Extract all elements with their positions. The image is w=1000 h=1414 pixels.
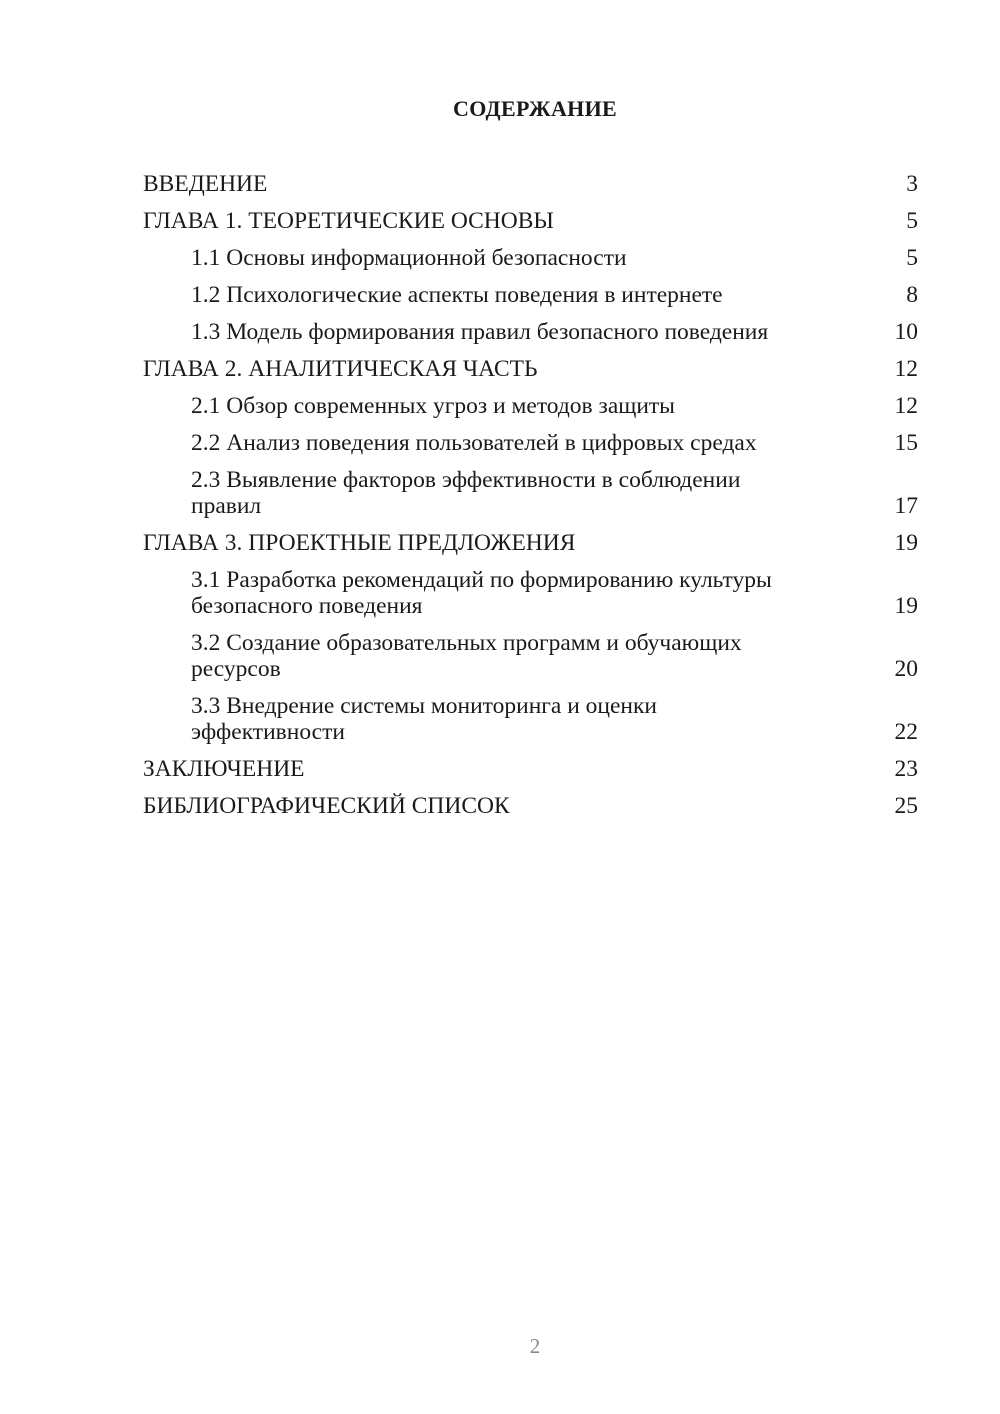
toc-entry-title: правил (191, 493, 262, 519)
toc-entry-title: ВВЕДЕНИЕ (143, 171, 268, 197)
toc-entry-page: 5 (906, 245, 918, 271)
toc-entry-page: 22 (894, 719, 918, 745)
toc-entry-title: эффективности (191, 719, 345, 745)
toc-subsection-entry[interactable] (143, 319, 918, 356)
toc-chapter-entry[interactable] (143, 756, 918, 793)
toc-entry-title: ГЛАВА 2. АНАЛИТИЧЕСКАЯ ЧАСТЬ (143, 356, 538, 382)
toc-entry-page: 10 (894, 319, 918, 345)
toc-entry-title: ЗАКЛЮЧЕНИЕ (143, 756, 305, 782)
toc-subsection-entry[interactable] (143, 467, 918, 530)
toc-entry-title: ресурсов (191, 656, 281, 682)
toc-entry-title: 3.1 Разработка рекомендаций по формированию культуры (191, 567, 772, 593)
toc-entry-page: 12 (894, 393, 918, 419)
toc-entry-title: ГЛАВА 1. ТЕОРЕТИЧЕСКИЕ ОСНОВЫ (143, 208, 554, 234)
toc-chapter-entry[interactable] (143, 356, 918, 393)
toc-entry-title: БИБЛИОГРАФИЧЕСКИЙ СПИСОК (143, 793, 510, 819)
toc-chapter-entry[interactable] (143, 171, 918, 208)
toc-entry-page: 19 (894, 530, 918, 556)
toc-entry-page: 5 (906, 208, 918, 234)
toc-entry-title: 2.3 Выявление факторов эффективности в соблюдении (191, 467, 741, 493)
toc-entry-title: 1.3 Модель формирования правил безопасного поведения (191, 319, 769, 345)
toc-chapter-entry[interactable] (143, 530, 918, 567)
toc-subsection-entry[interactable] (143, 430, 918, 467)
toc-subsection-entry[interactable] (143, 693, 918, 756)
toc-subsection-entry[interactable] (143, 567, 918, 630)
toc-entry-page: 8 (906, 282, 918, 308)
toc-subsection-entry[interactable] (143, 393, 918, 430)
toc-entry-page: 17 (894, 493, 918, 519)
toc-entry-title: 1.2 Психологические аспекты поведения в интернете (191, 282, 723, 308)
toc-entry-page: 19 (894, 593, 918, 619)
toc-entry-page: 20 (894, 656, 918, 682)
toc-subsection-entry[interactable] (143, 245, 918, 282)
toc-chapter-entry[interactable] (143, 208, 918, 245)
table-of-contents (143, 171, 918, 830)
toc-chapter-entry[interactable] (143, 793, 918, 830)
toc-entry-page: 3 (906, 171, 918, 197)
toc-entry-page: 23 (894, 756, 918, 782)
toc-entry-title: 3.3 Внедрение системы мониторинга и оценки (191, 693, 657, 719)
toc-entry-page: 25 (894, 793, 918, 819)
toc-entry-title: 1.1 Основы информационной безопасности (191, 245, 627, 271)
page-number: 2 (529, 1334, 541, 1358)
toc-entry-title: ГЛАВА 3. ПРОЕКТНЫЕ ПРЕДЛОЖЕНИЯ (143, 530, 576, 556)
toc-subsection-entry[interactable] (143, 282, 918, 319)
toc-entry-page: 15 (894, 430, 918, 456)
page-title: СОДЕРЖАНИЕ (453, 96, 617, 121)
toc-entry-title: безопасного поведения (191, 593, 423, 619)
toc-entry-title: 2.1 Обзор современных угроз и методов защиты (191, 393, 675, 419)
toc-subsection-entry[interactable] (143, 630, 918, 693)
toc-entry-title: 2.2 Анализ поведения пользователей в цифровых средах (191, 430, 757, 456)
toc-entry-title: 3.2 Создание образовательных программ и обучающих (191, 630, 742, 656)
toc-entry-page: 12 (894, 356, 918, 382)
